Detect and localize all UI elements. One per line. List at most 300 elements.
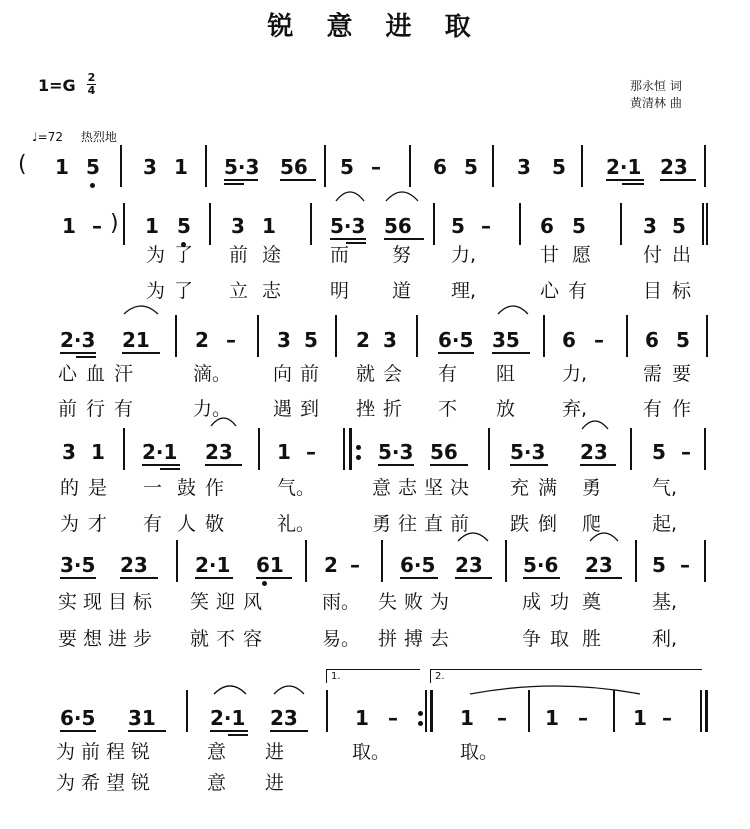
bar-line xyxy=(209,203,211,245)
lyric-syllable: 锐 xyxy=(131,741,151,763)
lyric-syllable: 希 xyxy=(81,772,101,794)
beam-underline xyxy=(256,577,292,579)
beam-underline xyxy=(205,464,242,466)
note: 3 xyxy=(517,155,531,179)
lyric-syllable: 为 xyxy=(56,741,76,763)
lyric-syllable: 为 xyxy=(146,280,166,302)
lyric-syllable: 挫 xyxy=(356,398,376,420)
lyric-syllable: 意 xyxy=(207,741,227,763)
lyric-syllable: 迎 xyxy=(216,591,236,613)
slur-path xyxy=(214,686,246,694)
lyric-syllable: 想 xyxy=(83,628,103,650)
bar-line xyxy=(324,145,326,187)
bar-line xyxy=(310,203,312,245)
beam-underline xyxy=(455,577,492,579)
bar-line xyxy=(335,315,337,357)
note: 6 xyxy=(433,155,447,179)
lyric-syllable: 锐 xyxy=(131,772,151,794)
octave-dot-below xyxy=(262,581,267,586)
note: 3 xyxy=(231,214,245,238)
slur xyxy=(498,305,528,315)
repeat-thin-bar xyxy=(425,690,427,732)
time-signature xyxy=(87,72,96,97)
tempo-value: ♩=72 xyxy=(32,130,63,144)
lyric-syllable: 会 xyxy=(383,363,403,385)
tie-path xyxy=(470,686,640,694)
beam-underline xyxy=(120,577,158,579)
lyric-syllable: 成 xyxy=(522,591,542,613)
note: 5·3 xyxy=(224,155,260,179)
lyric-syllable: 有 xyxy=(643,398,663,420)
lyric-syllable: 心 xyxy=(58,363,78,385)
note: 23 xyxy=(270,706,298,730)
repeat-dot xyxy=(356,455,361,460)
beam-underline xyxy=(76,356,96,358)
note: – xyxy=(92,214,102,238)
slur-path xyxy=(336,192,364,201)
note: 2·3 xyxy=(60,328,96,352)
beam-underline xyxy=(492,352,530,354)
bar-line xyxy=(704,540,706,582)
bar-line xyxy=(706,203,708,245)
beam-underline xyxy=(523,577,560,579)
slur-path xyxy=(124,306,158,314)
note: 2·1 xyxy=(142,440,178,464)
beam-underline xyxy=(510,464,548,466)
note: 5 xyxy=(304,328,318,352)
bar-line xyxy=(433,203,435,245)
note: 35 xyxy=(492,328,520,352)
note: 1 xyxy=(174,155,188,179)
note: 2 xyxy=(356,328,370,352)
lyric-syllable: 阻 xyxy=(496,363,516,385)
lyric-syllable: 前 xyxy=(300,363,320,385)
lyric-syllable: 明 xyxy=(330,280,350,302)
note: 5 xyxy=(672,214,686,238)
note: 5 xyxy=(340,155,354,179)
slur-path xyxy=(498,306,528,314)
bar-line xyxy=(702,203,704,245)
lyric-syllable: 才 xyxy=(88,513,108,535)
note: – xyxy=(306,440,316,464)
lyric-syllable: 望 xyxy=(106,772,126,794)
note: 31 xyxy=(128,706,156,730)
note: 56 xyxy=(280,155,308,179)
repeat-thick-bar xyxy=(349,428,352,470)
note: – xyxy=(578,706,588,730)
bar-line xyxy=(626,315,628,357)
lyric-syllable: 容 xyxy=(243,628,263,650)
note: 21 xyxy=(122,328,150,352)
bar-line xyxy=(488,428,490,470)
octave-dot-below xyxy=(90,183,95,188)
note: 23 xyxy=(660,155,688,179)
beam-underline xyxy=(224,179,258,181)
beam-underline xyxy=(228,734,248,736)
slur-path xyxy=(274,686,304,694)
volta-second-left xyxy=(430,669,431,683)
note: 1 xyxy=(355,706,369,730)
note: 5 xyxy=(451,214,465,238)
lyric-syllable: 理, xyxy=(451,280,477,302)
lyric-syllable: 就 xyxy=(356,363,376,385)
lyric-syllable: 要 xyxy=(672,363,692,385)
final-thick-bar xyxy=(705,690,708,732)
bar-line xyxy=(505,540,507,582)
lyric-syllable: 途 xyxy=(262,244,282,266)
lyric-syllable: 利, xyxy=(652,628,678,650)
lyric-syllable: 了 xyxy=(174,280,194,302)
note: 1 xyxy=(55,155,69,179)
note: 1 xyxy=(62,214,76,238)
note: 2 xyxy=(195,328,209,352)
lyric-syllable: 目 xyxy=(643,280,663,302)
lyric-syllable: 为 xyxy=(60,513,80,535)
repeat-thin-bar xyxy=(343,428,345,470)
lyric-syllable: 放 xyxy=(496,398,516,420)
lyric-syllable: 志 xyxy=(398,477,418,499)
lyric-syllable: 拼 xyxy=(378,628,398,650)
volta-first-label: 1. xyxy=(331,671,341,682)
lyric-syllable: 勇 xyxy=(582,477,602,499)
lyric-syllable: 跌 xyxy=(510,513,530,535)
repeat-thick-bar xyxy=(430,690,433,732)
lyric-syllable: 折 xyxy=(383,398,403,420)
lyric-syllable: 争 xyxy=(522,628,542,650)
bar-line xyxy=(543,315,545,357)
lyric-syllable: 标 xyxy=(133,591,153,613)
lyric-syllable: 败 xyxy=(404,591,424,613)
note: – xyxy=(662,706,672,730)
note: 56 xyxy=(384,214,412,238)
lyric-syllable: 搏 xyxy=(404,628,424,650)
note: 1 xyxy=(145,214,159,238)
lyric-syllable: 滴。 xyxy=(193,363,232,385)
bar-line xyxy=(186,690,188,732)
lyric-syllable: 笑 xyxy=(190,591,210,613)
bar-line xyxy=(176,540,178,582)
lyric-syllable: 去 xyxy=(430,628,450,650)
slur-path xyxy=(582,421,608,429)
lyric-syllable: 有 xyxy=(438,363,458,385)
bar-line xyxy=(409,145,411,187)
lyric-syllable: 失 xyxy=(378,591,398,613)
lyric-syllable: 意 xyxy=(207,772,227,794)
slur-path xyxy=(458,533,488,541)
lyric-syllable: 礼。 xyxy=(277,513,316,535)
slur xyxy=(582,420,608,430)
note: 23 xyxy=(580,440,608,464)
lyric-syllable: 前 xyxy=(58,398,78,420)
note: 5·3 xyxy=(510,440,546,464)
lyric-syllable: 为 xyxy=(56,772,76,794)
lyric-syllable: 有 xyxy=(143,513,163,535)
note: – xyxy=(680,553,690,577)
lyric-syllable: 不 xyxy=(216,628,236,650)
note: 5 xyxy=(464,155,478,179)
note: – xyxy=(350,553,360,577)
bar-line xyxy=(635,540,637,582)
bar-line xyxy=(257,315,259,357)
lyric-syllable: 有 xyxy=(114,398,134,420)
lyric-syllable: 敬 xyxy=(205,513,225,535)
lyric-syllable: 力, xyxy=(562,363,588,385)
beam-underline xyxy=(210,730,248,732)
beam-underline xyxy=(606,179,644,181)
bar-line xyxy=(492,145,494,187)
note: 5 xyxy=(652,553,666,577)
note: 5·3 xyxy=(378,440,414,464)
lyric-syllable: 愿 xyxy=(572,244,592,266)
lyric-syllable: 向 xyxy=(273,363,293,385)
note: 1 xyxy=(262,214,276,238)
lyric-syllable: 而 xyxy=(330,244,350,266)
lyric-syllable: 胜 xyxy=(582,628,602,650)
note: 6 xyxy=(645,328,659,352)
song-title: 锐 意 进 取 xyxy=(267,12,483,42)
lyric-syllable: 进 xyxy=(265,741,285,763)
tempo-marking xyxy=(32,128,131,145)
note: 1 xyxy=(545,706,559,730)
lyric-syllable: 立 xyxy=(229,280,249,302)
note: 6 xyxy=(540,214,554,238)
lyric-syllable: 甘 xyxy=(540,244,560,266)
lyric-syllable: 志 xyxy=(262,280,282,302)
repeat-dot xyxy=(418,711,423,716)
note: – xyxy=(226,328,236,352)
composer-credit: 黄清林 曲 xyxy=(630,96,682,110)
volta-first-left xyxy=(326,669,327,683)
slur xyxy=(386,191,418,202)
lyric-syllable: 意 xyxy=(372,477,392,499)
note: 3 xyxy=(643,214,657,238)
lyric-syllable: 有 xyxy=(568,280,588,302)
lyric-syllable: 目 xyxy=(108,591,128,613)
note: – xyxy=(371,155,381,179)
lyric-syllable: 爬 xyxy=(582,513,602,535)
lyric-syllable: 道 xyxy=(392,280,412,302)
note: 2·1 xyxy=(210,706,246,730)
lyric-syllable: 前 xyxy=(450,513,470,535)
bar-line xyxy=(381,540,383,582)
volta-second-label: 2. xyxy=(435,671,445,682)
bracket: ( xyxy=(18,152,27,177)
beam-underline xyxy=(195,577,233,579)
lyric-syllable: 汗 xyxy=(114,363,134,385)
lyric-syllable: 进 xyxy=(265,772,285,794)
note: 61 xyxy=(256,553,284,577)
beam-underline xyxy=(60,577,96,579)
slur-path xyxy=(386,192,418,201)
lyric-syllable: 为 xyxy=(146,244,166,266)
lyric-syllable: 功 xyxy=(550,591,570,613)
note: 3 xyxy=(62,440,76,464)
lyric-syllable: 气。 xyxy=(277,477,316,499)
lyric-syllable: 气, xyxy=(652,477,678,499)
note: 3·5 xyxy=(60,553,96,577)
beam-underline xyxy=(622,183,644,185)
lyric-syllable: 是 xyxy=(88,477,108,499)
beam-underline xyxy=(378,464,414,466)
lyric-syllable: 血 xyxy=(86,363,106,385)
lyric-syllable: 充 xyxy=(510,477,530,499)
bar-line xyxy=(528,690,530,732)
lyric-syllable: 直 xyxy=(424,513,444,535)
bar-line xyxy=(613,690,615,732)
lyric-syllable: 现 xyxy=(83,591,103,613)
bar-line xyxy=(416,315,418,357)
note: 1 xyxy=(91,440,105,464)
lyric-syllable: 前 xyxy=(229,244,249,266)
time-signature-top: 2 xyxy=(87,71,96,84)
lyric-syllable: 往 xyxy=(398,513,418,535)
lyric-syllable: 的 xyxy=(60,477,80,499)
lyric-syllable: 进 xyxy=(108,628,128,650)
volta-second-top xyxy=(430,669,702,670)
note: 5 xyxy=(652,440,666,464)
lyric-syllable: 就 xyxy=(190,628,210,650)
note: 2 xyxy=(324,553,338,577)
lyric-syllable: 弃, xyxy=(562,398,588,420)
lyric-syllable: 起, xyxy=(652,513,678,535)
bar-line xyxy=(205,145,207,187)
bar-line xyxy=(258,428,260,470)
beam-underline xyxy=(60,730,96,732)
note: 23 xyxy=(120,553,148,577)
note: 3 xyxy=(277,328,291,352)
beam-underline xyxy=(122,352,160,354)
bar-line xyxy=(123,203,125,245)
lyric-syllable: 作 xyxy=(672,398,692,420)
beam-underline xyxy=(438,352,474,354)
bar-line xyxy=(704,145,706,187)
bar-line xyxy=(120,145,122,187)
beam-underline xyxy=(400,577,438,579)
lyric-syllable: 需 xyxy=(643,363,663,385)
note: 5 xyxy=(552,155,566,179)
slur xyxy=(124,305,158,315)
lyric-syllable: 力。 xyxy=(193,398,232,420)
note: – xyxy=(388,706,398,730)
note: 1 xyxy=(460,706,474,730)
lyric-syllable: 决 xyxy=(450,477,470,499)
note: 6·5 xyxy=(60,706,96,730)
slur-path xyxy=(211,418,236,426)
lyric-syllable: 取 xyxy=(550,628,570,650)
slur xyxy=(214,685,246,695)
lyric-syllable: 一 xyxy=(143,477,163,499)
key-signature: 1=G xyxy=(38,76,76,95)
slur xyxy=(458,532,488,542)
credits xyxy=(630,78,682,112)
note: 56 xyxy=(430,440,458,464)
beam-underline xyxy=(660,179,696,181)
lyric-syllable: 不 xyxy=(438,398,458,420)
bar-line xyxy=(620,203,622,245)
bracket: ) xyxy=(110,211,119,236)
note: 23 xyxy=(455,553,483,577)
time-signature-bottom: 4 xyxy=(87,84,96,97)
note: – xyxy=(681,440,691,464)
lyric-syllable: 行 xyxy=(86,398,106,420)
note: 23 xyxy=(205,440,233,464)
repeat-dot xyxy=(418,721,423,726)
lyric-syllable: 要 xyxy=(58,628,78,650)
beam-underline xyxy=(346,242,366,244)
bar-line xyxy=(305,540,307,582)
beam-underline xyxy=(384,238,424,240)
note: 1 xyxy=(633,706,647,730)
bar-line xyxy=(630,428,632,470)
note: 23 xyxy=(585,553,613,577)
note: 3 xyxy=(143,155,157,179)
lyric-syllable: 取。 xyxy=(352,741,391,763)
bar-line xyxy=(704,428,706,470)
note: 3 xyxy=(383,328,397,352)
note: 2·1 xyxy=(195,553,231,577)
beam-underline xyxy=(128,730,166,732)
beam-underline xyxy=(160,468,180,470)
repeat-dot xyxy=(356,445,361,450)
lyric-syllable: 付 xyxy=(643,244,663,266)
note: – xyxy=(497,706,507,730)
lyric-syllable: 勇 xyxy=(372,513,392,535)
lyric-syllable: 出 xyxy=(672,244,692,266)
lyric-syllable: 易。 xyxy=(322,628,361,650)
tie xyxy=(470,685,640,695)
volta-first-top xyxy=(326,669,420,670)
note: 5 xyxy=(572,214,586,238)
note: 5·3 xyxy=(330,214,366,238)
lyric-syllable: 到 xyxy=(300,398,320,420)
beam-underline xyxy=(280,179,316,181)
note: 2·1 xyxy=(606,155,642,179)
note: 5·6 xyxy=(523,553,559,577)
lyric-syllable: 坚 xyxy=(424,477,444,499)
beam-underline xyxy=(224,183,244,185)
beam-underline xyxy=(142,464,180,466)
note: – xyxy=(481,214,491,238)
lyric-syllable: 标 xyxy=(672,280,692,302)
note: – xyxy=(594,328,604,352)
note: 1 xyxy=(277,440,291,464)
bar-line xyxy=(123,428,125,470)
lyric-syllable: 雨。 xyxy=(322,591,361,613)
slur-path xyxy=(590,533,618,541)
lyric-syllable: 步 xyxy=(133,628,153,650)
lyricist-credit: 那永恒 词 xyxy=(630,79,682,93)
lyric-syllable: 倒 xyxy=(538,513,558,535)
note: 6·5 xyxy=(438,328,474,352)
slur xyxy=(590,532,618,542)
lyric-syllable: 鼓 xyxy=(177,477,197,499)
note: 5 xyxy=(676,328,690,352)
slur xyxy=(274,685,304,695)
lyric-syllable: 为 xyxy=(430,591,450,613)
bar-line xyxy=(581,145,583,187)
note: 6 xyxy=(562,328,576,352)
final-thin-bar xyxy=(700,690,702,732)
lyric-syllable: 人 xyxy=(177,513,197,535)
lyric-syllable: 遇 xyxy=(273,398,293,420)
note: 5 xyxy=(86,155,100,179)
bar-line xyxy=(519,203,521,245)
lyric-syllable: 作 xyxy=(205,477,225,499)
lyric-syllable: 满 xyxy=(538,477,558,499)
bar-line xyxy=(326,690,328,732)
bar-line xyxy=(706,315,708,357)
beam-underline xyxy=(430,464,468,466)
